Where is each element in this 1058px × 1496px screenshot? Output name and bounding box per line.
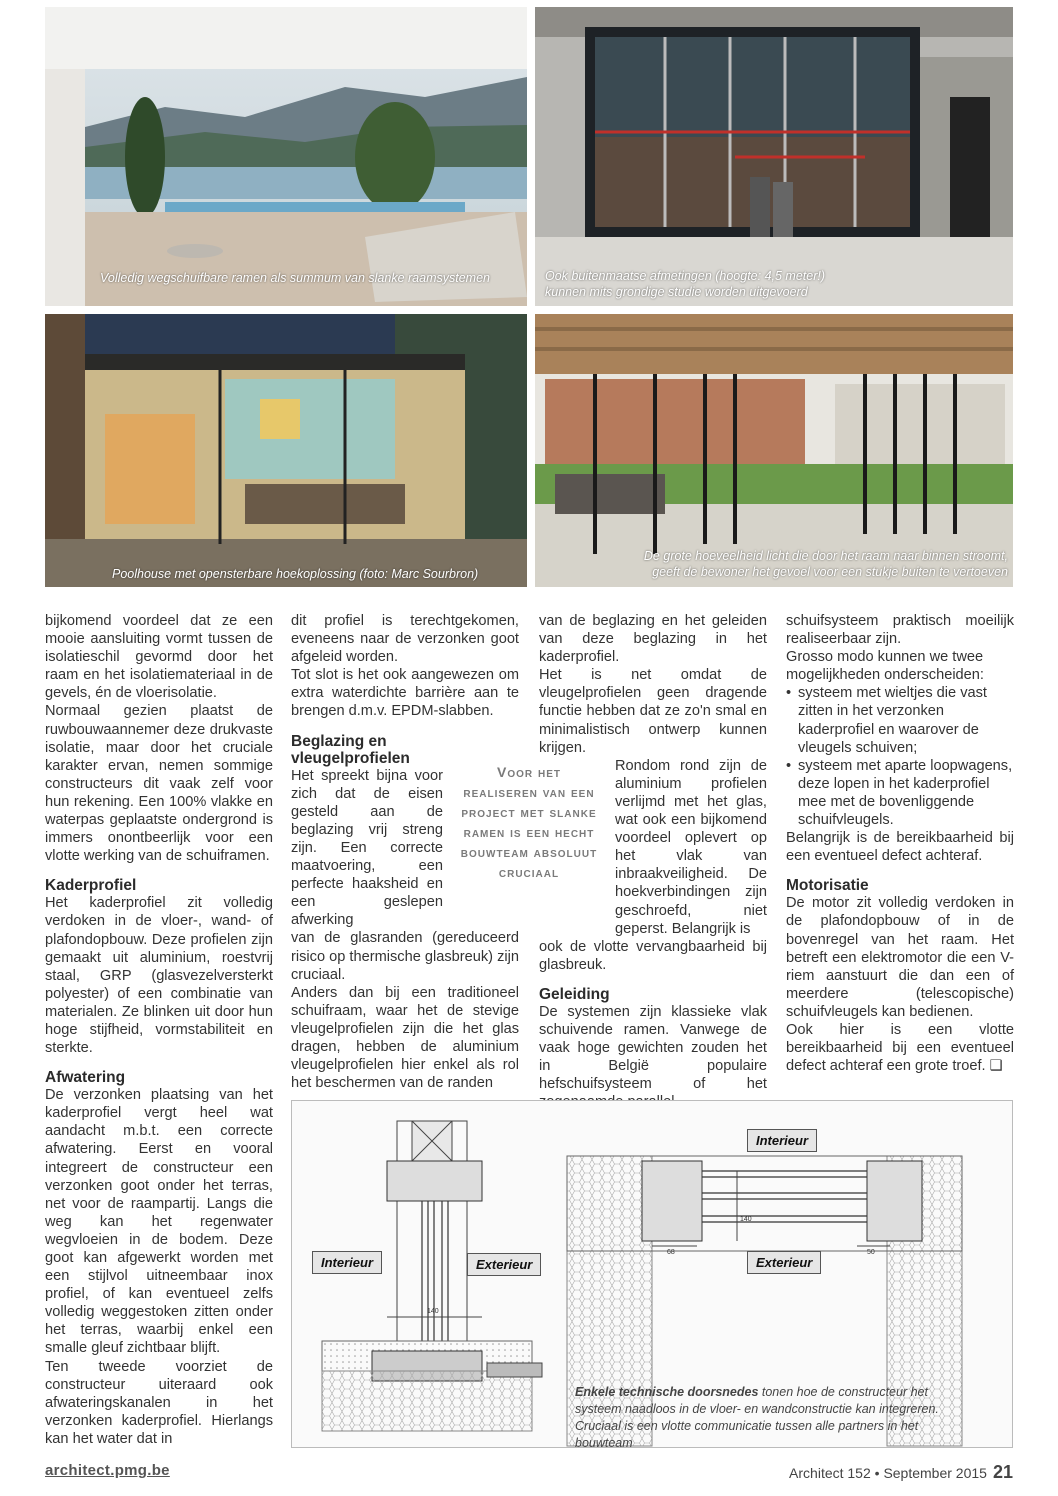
paragraph: Anders dan bij een traditioneel schuifraam, waar het de stevige vleugelprofielen zijn die het glas dragen, hebben de aluminium vleugelprofielen hier enkel als rol het beschermen van de randen (291, 984, 519, 1092)
paragraph: De motor zit volledig verdoken in de plafondopbouw of in de bovenregel van het raam. Het betreft een elektromotor die een V-riem aanstuurt die dan een of meerdere (telescopische) schuifvleugels kan bedienen. (786, 895, 1014, 1020)
paragraph: van de glasranden (gereduceerd risico op thermische glasbreuk) zijn cruciaal. (291, 930, 519, 983)
pull-quote: Voor het realiseren van een project met slanke ramen is een hecht bouwteam absoluut cruciaal (460, 764, 598, 880)
figure-caption (575, 1384, 975, 1452)
dimension-label: 68 (667, 1249, 675, 1256)
photo-lake-view (45, 7, 527, 306)
paragraph: bijkomend voordeel dat ze een mooie aansluiting vormt tussen de isolatieschil gevormd door het raam en het isolatiemateriaal in de gevels, én de vloerisolatie. (45, 613, 273, 702)
paragraph: De systemen zijn klassieke vlak schuivende ramen. Vanwege de vaak hoge gewichten zouden het in België populaire hefschuifsysteem of het (539, 1003, 767, 1093)
paragraph: Belangrijk is de bereikbaarheid bij een eventueel defect achteraf. (786, 830, 1014, 865)
caption-construction-2: kunnen mits grondige studie worden uitgevoerd (545, 285, 808, 299)
paragraph: dit profiel is terechtgekomen, eveneens naar de verzonken goot afgeleid worden. (291, 613, 519, 666)
label-exterieur-left: Exterieur (467, 1253, 541, 1276)
dimension-label: 140 (427, 1308, 439, 1315)
footer-website-link[interactable]: architect.pmg.be (45, 1462, 170, 1479)
footer-issue (789, 1462, 1013, 1483)
heading-kaderprofiel: Kaderprofiel (45, 877, 137, 895)
bullet-list (786, 684, 1014, 829)
figure-caption-lead: Enkele technische doorsnedes (575, 1385, 759, 1399)
dimension-label: 140 (740, 1216, 752, 1223)
paragraph: Het kaderprofiel zit volledig verdoken in de vloer-, wand- of plafondopbouw. Deze profielen zijn gemaakt uit aluminium, roestvrij staal, GRP (glasvezelversterkt polyester) of een combinatie van materialen. Ze blinken uit door hun hoge stijfheid, vormstabiliteit en sterkte. (45, 895, 273, 1057)
text-column-3 (539, 612, 767, 1111)
heading-afwatering: Afwatering (45, 1069, 126, 1087)
label-interieur-right: Interieur (747, 1129, 817, 1152)
caption-lake-view: Volledig wegschuifbare ramen als summum van slanke raamsystemen (100, 271, 490, 285)
caption-poolhouse: Poolhouse met opensterbare hoekoplossing (foto: Marc Sourbron) (112, 567, 479, 581)
paragraph: van de beglazing en het geleiden van deze beglazing in het kaderprofiel. (539, 613, 767, 666)
figure-caption-text: tonen hoe de constructeur het systeem naadloos in de vloer- en wandconstructie kan integreren. Cruciaal is een vlotte communicatie tussen alle partners in het bouwteam (575, 1385, 939, 1450)
heading-motorisatie: Motorisatie (786, 877, 869, 895)
label-exterieur-right: Exterieur (747, 1251, 821, 1274)
list-item: • systeem met wieltjes die vast zitten in het verzonken kaderprofiel en waarover de vleugels schuiven; (786, 684, 1014, 756)
paragraph: Het is net omdat de vleugelprofielen geen dragende functie hebben dat ze zo'n smal en minimalistisch ontwerp kunnen krijgen. (539, 667, 767, 756)
paragraph: ook de vlotte vervangbaarheid bij glasbreuk. (539, 938, 767, 973)
paragraph: Ten tweede voorziet de constructeur uiteraard ook afwateringskanalen in het verzonken kaderprofiel. Hierlangs kan het water dat in (45, 1358, 273, 1447)
photo-construction (535, 7, 1013, 306)
photo-garden-view (535, 314, 1013, 587)
paragraph: Normaal gezien plaatst de ruwbouwaannemer deze drukvaste isolatie, maar door het cruciale karakter ervan, nemen sommige constructeurs dit vaak zelf voor hun rekening. Een 100% vlakke en waterpas geplaatste ondergrond is immers onontbeerlijk voor een vlotte werking van de schuiframen. (45, 703, 273, 865)
heading-geleiding: Geleiding (539, 985, 610, 1003)
page-number: 21 (992, 1462, 1013, 1482)
paragraph: Rondom rond zijn de aluminium profielen verlijmd met het glas, wat ook een bijkomend voordeel oplevert op het vlak van inbraakveiligheid. De hoekverbindingen zijn geschroefd, niet geperst. Belangrijk is (615, 757, 767, 937)
paragraph: Tot slot is het ook aangewezen om extra waterdichte barrière aan te brengen d.m.v. EPDM-slabben. (291, 667, 519, 720)
paragraph: De verzonken plaatsing van het kaderprofiel vergt heel wat aandacht m.b.t. een correcte afwatering. Eerst en vooral integreert de constructeur een verzonken goot onder het terras, net voor de raampartij. Langs die weg kan het regenwater wegvloeien in de bodem. Deze goot kan afgewerkt worden met een stijlvol uitneembaar inox profiel, of kan eventueel zelfs volledig weggestoken zitten onder het terras, waarbij enkel een smalle gleuf zichtbaar blijft. (45, 1087, 273, 1357)
paragraph: Ook hier is een vlotte bereikbaarheid bij een eventueel defect achteraf een grote troef. ❑ (786, 1021, 1014, 1075)
list-item: • systeem met aparte loopwagens, deze lopen in het kaderprofiel mee met de bovenliggende schuifvleugels. (786, 757, 1014, 829)
paragraph: schuifsysteem praktisch moeilijk realiseerbaar zijn. (786, 613, 1014, 648)
label-interieur-left: Interieur (312, 1251, 382, 1274)
issue-label: Architect 152 • September 2015 (789, 1465, 987, 1481)
caption-garden-2: geeft de bewoner het gevoel voor een stukje buiten te vertoeven (652, 565, 1008, 579)
dimension-label: 50 (867, 1249, 875, 1256)
photo-poolhouse (45, 314, 527, 587)
paragraph: Het spreekt bijna voor zich dat de eisen gesteld aan de beglazing vrij streng zijn. Een correcte maatvoering, een perfecte haaksheid en een geslepen afwerking (291, 767, 443, 929)
paragraph: Grosso modo kunnen we twee mogelijkheden onderscheiden: (786, 649, 984, 684)
heading-beglazing: Beglazing en vleugelprofielen (291, 732, 410, 767)
caption-garden-1: De grote hoeveelheid licht die door het raam naar binnen stroomt, (643, 549, 1008, 563)
text-column-4 (786, 612, 1014, 1075)
caption-construction-1: Ook buitenmaatse afmetingen (hoogte: 4,5 meter!) (545, 269, 826, 283)
text-column-1 (45, 612, 273, 1448)
